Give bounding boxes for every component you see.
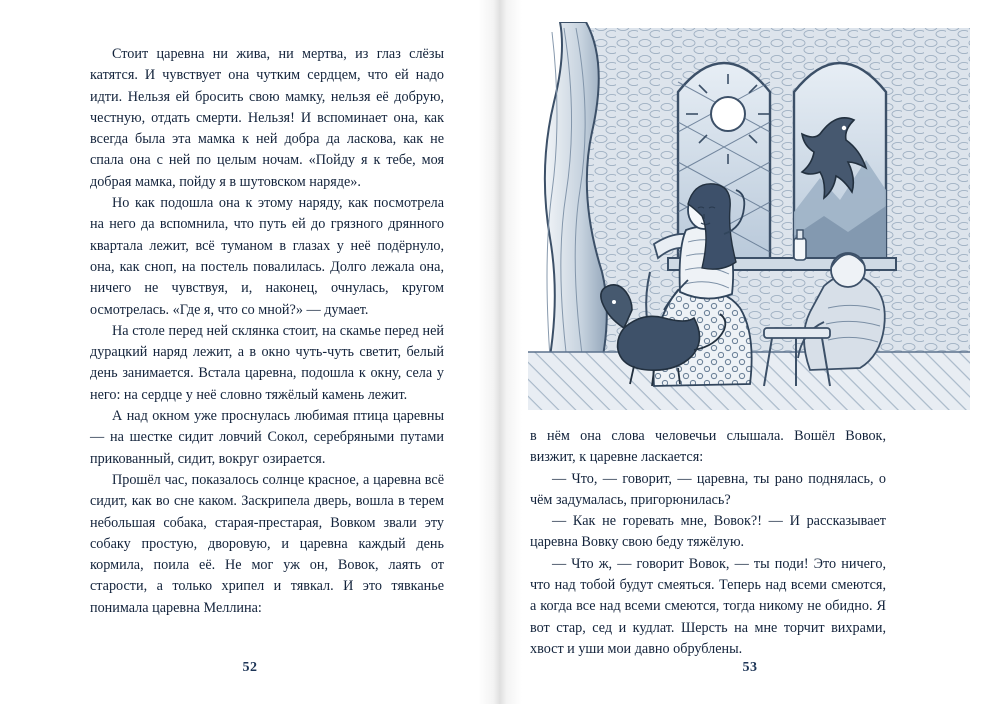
paragraph: Прошёл час, показалось солнце красное, а царевна всё сидит, как во сне каком. Заскрипела дверь, вошла в терем небольшая собака, старая-престарая, Вовком звали эту собаку простую, дворовую, и царевна каждый день кормила, поила её. Не мог уж он, Вовок, лаять от старости, а только хрипел и тявкал. И это тявканье понимала царевна Меллина:: [90, 471, 444, 616]
illustration-princess-at-window: [528, 22, 970, 410]
paragraph: — Как не горевать мне, Вовок?! — И рассказывает царевна Вовку свою беду тяжёлую.: [530, 513, 886, 551]
left-page-text-column: [90, 44, 444, 619]
paragraph: Стоит царевна ни жива, ни мертва, из глаз слёзы катятся. И чувствует она чутким сердцем, что ей надо идти. Нельзя ей бросить свою мамку, нельзя её добрую, честную, отдать смерти. Нельзя! И вспоминает она, как всегда была эта мамка к ней добра да ласкова, как не спала она с ней по целым ночам. «Пойду я к тебе, моя добрая мамка, пойду я в шутовском наряде».: [90, 46, 444, 190]
paragraph: Но как подошла она к этому наряду, как посмотрела на него да вспомнила, что путь ей до грязного дрянного квартала лежит, всё туманом в глазах у неё подёрнуло, она, как сноп, на постель повалилась. Долго лежала она, ничего не чувствуя, и, наконец, очнулась, кругом осмотрелась. «Где я, что со мной?» — думает.: [90, 195, 444, 318]
paragraph: На столе перед ней склянка стоит, на скамье перед ней дурацкий наряд лежит, а в окно чуть-чуть светит, белый день занимается. Встала царевна, подошла к окну, села у него: на сердце у неё словно тяжёлый камень лежит.: [90, 322, 444, 403]
paragraph: А над окном уже проснулась любимая птица царевны — на шестке сидит ловчий Сокол, серебряными путами прикованный, сидит, вокруг озирается.: [90, 408, 444, 467]
paragraph: — Что ж, — говорит Вовок, — ты поди! Это ничего, что над тобой будут смеяться. Теперь над всеми смеются, а когда все над всеми смеются, тогда никому не обидно. Я вот стар, сед и кудлат. Шерсть на мне торчит вихрами, хвост и уши мои давно обрублены.: [530, 555, 886, 657]
illustration-svg: [528, 22, 970, 410]
right-page-text-column: [530, 426, 886, 660]
page-number-right: 53: [742, 660, 758, 675]
paragraph: — Что, — говорит, — царевна, ты рано поднялась, о чём задумалась, пригорюнилась?: [530, 470, 886, 508]
page-number-left: 52: [242, 660, 258, 675]
paragraph: в нём она слова человечьи слышала. Вошёл Вовок, визжит, к царевне ласкается:: [530, 428, 886, 466]
right-page: [500, 0, 1000, 704]
